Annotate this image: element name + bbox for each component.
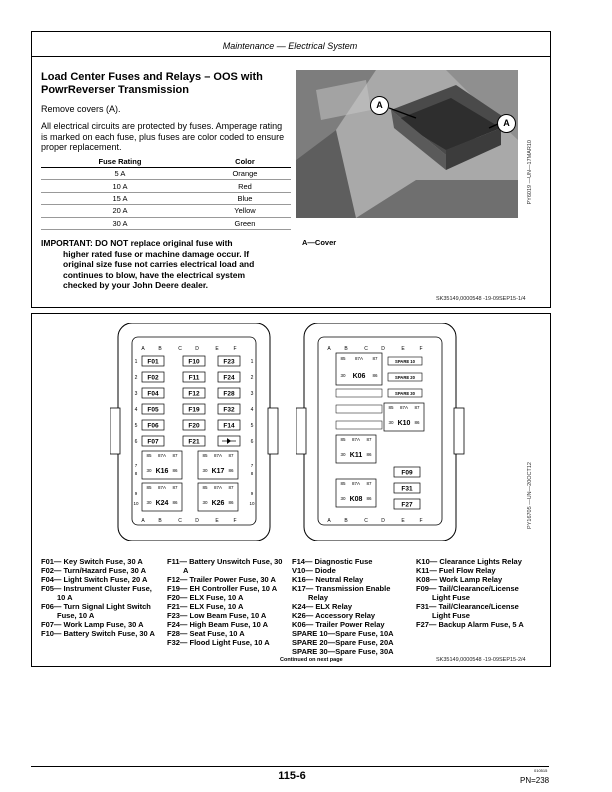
relay-k08: K08 [349, 496, 363, 503]
right-fuse-box-drawing [296, 323, 466, 541]
col-letter: E [215, 518, 219, 524]
fuse-f07: F07 [147, 438, 159, 446]
important-line: continues to blow, have the electrical system [63, 269, 246, 280]
svg-text:8: 8 [250, 471, 254, 476]
svg-text:10: 10 [249, 501, 255, 506]
col-letter: D [195, 346, 199, 352]
svg-text:85: 85 [146, 485, 152, 490]
svg-text:30: 30 [146, 500, 152, 505]
svg-text:86: 86 [228, 468, 234, 473]
legend-col-4 [416, 557, 544, 629]
color-cell: Yellow [199, 205, 291, 217]
svg-text:87: 87 [172, 453, 178, 458]
legend-item: F07— Work Lamp Fuse, 30 A [41, 620, 144, 629]
relay-k26: K26 [211, 500, 225, 507]
row-number: 2 [134, 375, 138, 381]
svg-text:87: 87 [366, 437, 372, 442]
fuse-rating-table [41, 156, 291, 230]
table-header-color: Color [199, 156, 291, 168]
spare-30: SPARE 30 [395, 391, 415, 396]
col-letter: F [233, 346, 237, 352]
row-number: 5 [134, 423, 138, 429]
svg-text:87A: 87A [213, 485, 223, 490]
photo-caption: A—Cover [302, 238, 337, 247]
legend-item: F24— High Beam Fuse, 10 A [167, 620, 269, 629]
row-number: 6 [134, 439, 138, 445]
legend-item: SPARE 10—Spare Fuse, 10A [292, 629, 394, 638]
svg-text:F: F [419, 518, 423, 524]
svg-text:30: 30 [146, 468, 152, 473]
important-line: original size fuse not carries electrical load and [63, 259, 255, 269]
svg-text:7: 7 [250, 463, 254, 468]
legend-item: Relay [308, 593, 329, 602]
svg-text:A: A [327, 518, 331, 524]
relay-k10: K10 [397, 420, 411, 427]
svg-text:87: 87 [172, 485, 178, 490]
row-number: 2 [250, 375, 254, 381]
important-label: IMPORTANT: [41, 238, 93, 248]
row-number: 3 [250, 391, 254, 397]
legend-item: V10— Diode [292, 566, 336, 575]
svg-text:D: D [381, 518, 385, 524]
footer-date: 010515 [534, 768, 548, 773]
legend-item: F23— Low Beam Fuse, 10 A [167, 611, 267, 620]
color-cell: Blue [199, 192, 291, 204]
legend-item: F09— Tail/Clearance/License [416, 584, 519, 593]
svg-text:A: A [327, 346, 331, 352]
legend-item: SPARE 20—Spare Fuse, 20A [292, 638, 394, 647]
legend-item: Fuse, 10 A [57, 611, 95, 620]
legend-item: SPARE 30—Spare Fuse, 30A [292, 647, 394, 656]
svg-text:85: 85 [340, 481, 346, 486]
col-letter: F [233, 518, 237, 524]
svg-text:87: 87 [228, 485, 234, 490]
svg-text:86: 86 [172, 500, 178, 505]
rating-cell: 30 A [41, 217, 199, 229]
fuse-f23: F23 [223, 358, 235, 366]
legend-item: 10 A [57, 593, 73, 602]
instruction-text: Remove covers (A). [41, 104, 121, 114]
footer-pn: PN=238 [520, 776, 550, 785]
reference-code: SK35149,0000548 -19-09SEP15-1/4 [436, 296, 526, 302]
legend-col-3 [292, 557, 412, 656]
svg-text:87A: 87A [157, 485, 167, 490]
svg-text:86: 86 [366, 452, 372, 457]
description-text: All electrical circuits are protected by fuses. Amperage rating is marked on each fuse, plus fuses are color coded to ensure proper replacement. [41, 121, 285, 152]
col-letter: D [195, 518, 199, 524]
legend-item: K16— Neutral Relay [292, 575, 364, 584]
relay-k11: K11 [349, 452, 363, 459]
legend-item: K17— Transmission Enable [292, 584, 391, 593]
svg-text:8: 8 [134, 471, 138, 476]
legend-col-1 [41, 557, 163, 638]
svg-text:B: B [344, 346, 348, 352]
important-line: higher rated fuse or machine damage occur. If [63, 248, 250, 259]
legend-item: F21— ELX Fuse, 10 A [167, 602, 244, 611]
legend-item: F05— Instrument Cluster Fuse, [41, 584, 152, 593]
legend-item: Light Fuse [432, 593, 470, 602]
legend-item: F01— Key Switch Fuse, 30 A [41, 557, 143, 566]
section-title: Load Center Fuses and Relays – OOS with PowrReverser Transmission [41, 71, 263, 96]
fuse-f14: F14 [223, 422, 235, 430]
svg-text:85: 85 [202, 485, 208, 490]
col-letter: E [215, 346, 219, 352]
fuse-f02: F02 [147, 374, 159, 382]
legend-item: Light Fuse [432, 611, 470, 620]
callout-a-left: A [370, 96, 389, 115]
fuse-f09: F09 [401, 469, 413, 477]
legend-col-2 [167, 557, 289, 647]
photo-code: PY6019 —UN—17MAR10 [527, 140, 533, 205]
relay-k17: K17 [211, 468, 225, 475]
svg-text:87A: 87A [354, 356, 364, 361]
important-line: checked by your John Deere dealer. [63, 280, 209, 290]
legend-item: F20— ELX Fuse, 10 A [167, 593, 244, 602]
callout-a-right: A [497, 114, 516, 133]
svg-text:86: 86 [414, 420, 420, 425]
svg-text:87A: 87A [213, 453, 223, 458]
fuse-f28: F28 [223, 390, 235, 398]
svg-text:85: 85 [146, 453, 152, 458]
svg-text:87A: 87A [157, 453, 167, 458]
fuse-f01: F01 [147, 358, 159, 366]
legend-item: F10— Battery Switch Fuse, 30 A [41, 629, 155, 638]
legend-item: K08— Work Lamp Relay [416, 575, 503, 584]
fuse-f04: F04 [147, 390, 159, 398]
col-letter: A [141, 518, 145, 524]
svg-text:87: 87 [372, 356, 378, 361]
row-number: 1 [134, 359, 138, 365]
fuse-f20: F20 [188, 422, 200, 430]
legend-item: F04— Light Switch Fuse, 20 A [41, 575, 148, 584]
svg-text:87: 87 [228, 453, 234, 458]
legend-item: F32— Flood Light Fuse, 10 A [167, 638, 270, 647]
relay-k16: K16 [155, 468, 169, 475]
fuse-f10: F10 [188, 358, 200, 366]
color-cell: Green [199, 217, 291, 229]
footer-rule [31, 766, 549, 767]
col-letter: B [158, 346, 162, 352]
legend-item: K06— Trailer Power Relay [292, 620, 385, 629]
svg-text:30: 30 [340, 496, 346, 501]
table-row [41, 180, 291, 192]
col-letter: A [141, 346, 145, 352]
svg-text:B: B [344, 518, 348, 524]
cover-photo [296, 70, 518, 218]
row-number: 4 [134, 407, 138, 413]
row-number: 3 [134, 391, 138, 397]
continued-note: Continued on next page [280, 657, 343, 663]
legend-item: F12— Trailer Power Fuse, 30 A [167, 575, 276, 584]
svg-text:86: 86 [372, 373, 378, 378]
svg-text:30: 30 [202, 468, 208, 473]
table-row [41, 192, 291, 204]
right-fuse-box [296, 323, 466, 546]
svg-text:30: 30 [340, 452, 346, 457]
svg-text:30: 30 [388, 420, 394, 425]
legend-item: F14— Diagnostic Fuse [292, 557, 373, 566]
svg-text:87A: 87A [399, 405, 409, 410]
cover-photo-drawing [296, 70, 518, 218]
row-number: 1 [250, 359, 254, 365]
table-row [41, 217, 291, 229]
diagram-code: PY16705 —UN—20OCT12 [527, 462, 533, 529]
page-number: 115-6 [278, 770, 306, 782]
legend-item: F11— Battery Unswitch Fuse, 30 [167, 557, 283, 566]
svg-text:86: 86 [228, 500, 234, 505]
svg-text:E: E [401, 346, 405, 352]
svg-text:87A: 87A [351, 481, 361, 486]
table-row [41, 168, 291, 180]
fuse-f24: F24 [223, 374, 235, 382]
legend-item: A [183, 566, 189, 575]
color-cell: Orange [199, 168, 291, 180]
reference-code: SK35149,0000548 -19-09SEP15-2/4 [436, 657, 526, 663]
fuse-f05: F05 [147, 406, 159, 414]
legend-item: F06— Turn Signal Light Switch [41, 602, 151, 611]
svg-text:9: 9 [250, 491, 254, 496]
legend-item: F19— EH Controller Fuse, 10 A [167, 584, 278, 593]
svg-text:C: C [364, 346, 368, 352]
left-fuse-box-drawing [110, 323, 280, 541]
col-letter: C [178, 518, 182, 524]
legend-item: K24— ELX Relay [292, 602, 353, 611]
svg-text:85: 85 [388, 405, 394, 410]
svg-text:86: 86 [366, 496, 372, 501]
left-fuse-box [110, 323, 280, 546]
legend-item: K11— Fuel Flow Relay [416, 566, 496, 575]
fuse-f27: F27 [401, 501, 413, 509]
svg-text:85: 85 [340, 356, 346, 361]
spare-10: SPARE 10 [395, 359, 415, 364]
col-letter: B [158, 518, 162, 524]
svg-text:F: F [419, 346, 423, 352]
running-header: Maintenance — Electrical System [222, 41, 358, 51]
svg-text:87: 87 [414, 405, 420, 410]
svg-text:30: 30 [202, 500, 208, 505]
legend-item: K10— Clearance Lights Relay [416, 557, 522, 566]
svg-text:9: 9 [134, 491, 138, 496]
legend-item: F27— Backup Alarm Fuse, 5 A [416, 620, 524, 629]
rating-cell: 5 A [41, 168, 199, 180]
fuse-f21: F21 [188, 438, 200, 446]
table-row [41, 205, 291, 217]
legend-item: F02— Turn/Hazard Fuse, 30 A [41, 566, 147, 575]
svg-text:87A: 87A [351, 437, 361, 442]
svg-text:10: 10 [133, 501, 139, 506]
svg-text:30: 30 [340, 373, 346, 378]
fuse-f32: F32 [223, 406, 235, 414]
fuse-f06: F06 [147, 422, 159, 430]
row-number: 4 [250, 407, 254, 413]
legend-item: K26— Accessory Relay [292, 611, 376, 620]
fuse-f19: F19 [188, 406, 200, 414]
svg-text:E: E [401, 518, 405, 524]
svg-text:87: 87 [366, 481, 372, 486]
svg-text:D: D [381, 346, 385, 352]
rating-cell: 20 A [41, 205, 199, 217]
col-letter: C [178, 346, 182, 352]
row-number: 5 [250, 423, 254, 429]
svg-text:85: 85 [340, 437, 346, 442]
color-cell: Red [199, 180, 291, 192]
rating-cell: 10 A [41, 180, 199, 192]
fuse-f12: F12 [188, 390, 200, 398]
important-line: DO NOT replace original fuse with [95, 238, 233, 248]
row-number: 6 [250, 439, 254, 445]
relay-k24: K24 [155, 500, 169, 507]
important-notice [41, 238, 291, 291]
svg-text:7: 7 [134, 463, 138, 468]
legend-item: F31— Tail/Clearance/License [416, 602, 519, 611]
fuse-f31: F31 [401, 485, 413, 493]
svg-text:85: 85 [202, 453, 208, 458]
table-header-rating: Fuse Rating [41, 156, 199, 168]
legend-item: F28— Seat Fuse, 10 A [167, 629, 245, 638]
svg-text:C: C [364, 518, 368, 524]
spare-20: SPARE 20 [395, 375, 415, 380]
fuse-f11: F11 [188, 374, 200, 382]
svg-text:86: 86 [172, 468, 178, 473]
relay-k06: K06 [352, 373, 366, 380]
rating-cell: 15 A [41, 192, 199, 204]
